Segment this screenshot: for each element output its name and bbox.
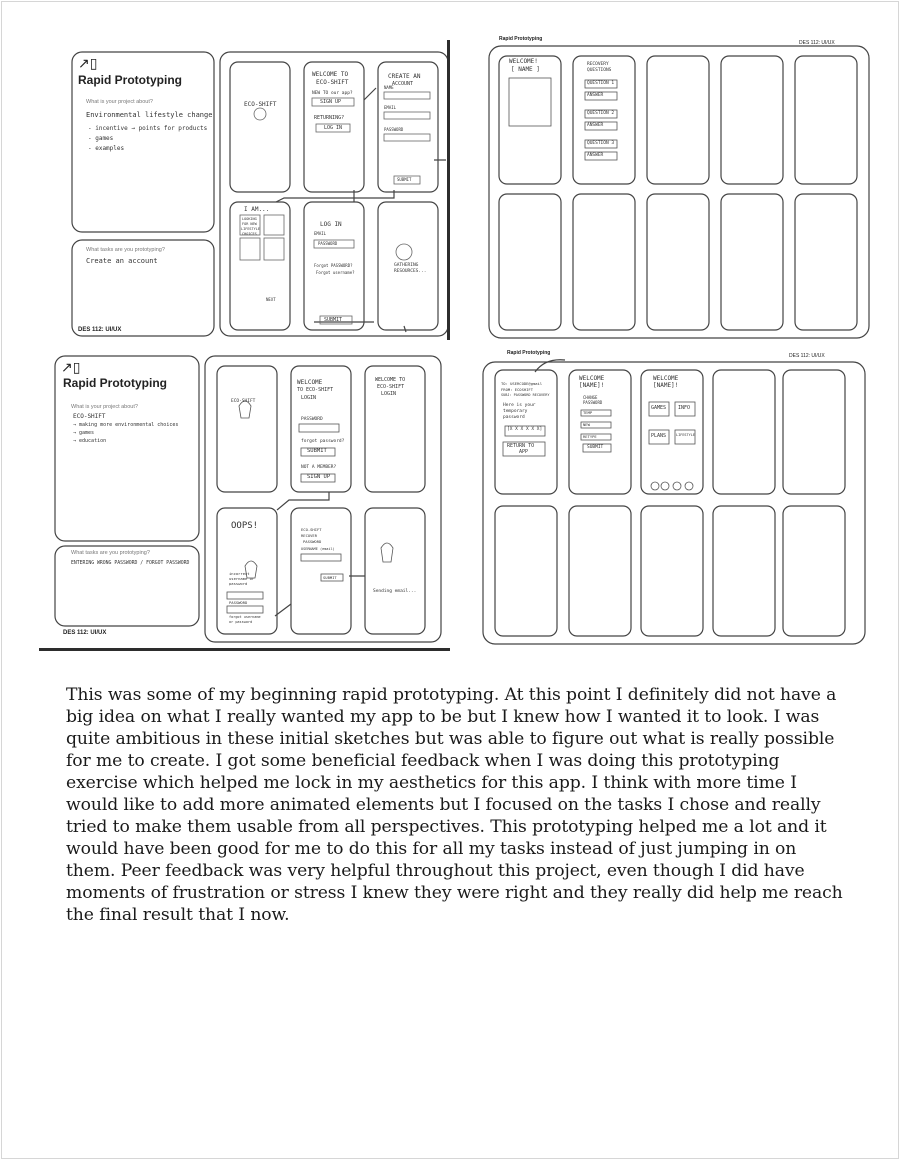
sheet-1-tasks-answer: Create an account [86, 257, 158, 265]
s4-screen-2-line-6: NEW [583, 422, 590, 427]
s1-screen-4-line-1: I AM... [244, 206, 270, 213]
s2-screen-2-line-2: QUESTIONS [587, 68, 612, 73]
s4-screen-1-line-1: TO: USERCODE@gmail [501, 381, 543, 386]
s4-screen-1-line-2: FROM: ECOSHIFT [501, 387, 534, 392]
sheet-4-course: DES 112: UI/UX [789, 353, 825, 359]
sheet-1-project-question: What is your project about? [86, 99, 153, 105]
s4-screen-3-line-6: LIFESTYLE [676, 433, 695, 437]
s3-screen-3-line-1: WELCOME TO [375, 377, 406, 383]
sheet-3-tasks-question: What tasks are you prototyping? [71, 550, 150, 556]
s2-screen-2-line-6: ANSWER [587, 123, 604, 128]
s3-screen-2-line-4: PASSWORD [301, 417, 323, 422]
s3-screen-4-line-2: incorrect [229, 571, 250, 576]
s3-screen-6-line-1: Sending email... [373, 589, 417, 594]
sheet-1-header: Rapid Prototyping [78, 73, 182, 87]
s3-screen-5-line-5: SUBMIT [323, 575, 337, 580]
sketch-sheet-4 [475, 348, 872, 651]
s2-screen-1-line-2: [ NAME ] [511, 66, 540, 73]
sheet-3-project-answer: ECO-SHIFT [73, 413, 106, 420]
s1-screen-5-line-3: PASSWORD [318, 241, 338, 246]
s3-screen-3-line-2: ECO-SHIFT [377, 384, 405, 390]
s4-screen-1-line-4: Here is your [503, 403, 536, 408]
s3-screen-4-line-5: PASSWORD [229, 600, 248, 605]
s3-screen-5-line-1: ECO-SHIFT [301, 527, 322, 532]
s1-screen-2-line-5: RETURNING? [314, 115, 345, 121]
sheet-1-tasks-question: What tasks are you prototyping? [86, 247, 165, 253]
s4-screen-3-line-1: WELCOME [653, 375, 679, 382]
s3-screen-4-line-1: OOPS! [231, 521, 259, 531]
s1-screen-5-line-5: Forgot username? [316, 270, 355, 275]
s4-screen-3-line-2: [NAME]! [653, 382, 679, 389]
s3-screen-5-line-2: RECOVER [301, 533, 318, 538]
s3-screen-2-line-8: SIGN UP [307, 474, 331, 480]
sketch-sheet-1 [54, 40, 450, 340]
s3-screen-5-line-3: PASSWORD [303, 539, 322, 544]
s4-screen-3-line-4: INFO [678, 405, 691, 411]
s2-screen-2-line-4: ANSWER [587, 93, 604, 98]
s3-screen-2-line-3: LOGIN [301, 395, 317, 401]
s3-screen-4-line-4: password [229, 581, 248, 586]
s1-screen-6-line-1: GATHERING [394, 263, 419, 268]
s1-screen-2-line-4: SIGN UP [320, 99, 342, 105]
s4-screen-2-line-3: CHANGE [583, 395, 598, 400]
s4-screen-2-line-8: SUBMIT [587, 445, 604, 450]
s1-screen-4-line-3: FOR NEW [242, 222, 257, 226]
s3-screen-2-line-5: forgot password? [301, 439, 345, 444]
sheet-3-project-question: What is your project about? [71, 404, 138, 410]
sheet-1-icon: ↗▯ [78, 55, 98, 71]
s1-screen-2-line-2: ECO-SHIFT [316, 79, 349, 86]
s1-screen-5-line-6: SUBMIT [324, 317, 343, 323]
sheet-3-icon: ↗▯ [61, 359, 81, 375]
s3-screen-2-line-1: WELCOME [297, 379, 323, 386]
sheet-3-note-2: → games [73, 430, 95, 436]
sketch-sheet-2 [477, 34, 879, 344]
s2-screen-2-line-5: QUESTION 2 [587, 111, 615, 116]
s1-screen-2-line-3: NEW TO our app? [312, 91, 353, 96]
s1-screen-3-line-5: PASSWORD [384, 127, 404, 132]
s1-screen-4-line-4: LIFESTYLE [241, 227, 260, 231]
s3-screen-5-line-4: USERNAME (email) [301, 547, 335, 551]
s1-screen-4-line-2: LOOKING [242, 217, 257, 221]
s3-screen-2-line-7: NOT A MEMBER? [301, 465, 337, 470]
s1-screen-2-line-1: WELCOME TO [312, 71, 349, 78]
s3-screen-2-line-6: SUBMIT [307, 448, 327, 454]
s4-screen-1-line-9: APP [519, 449, 529, 455]
s1-screen-5-line-4: Forgot PASSWORD? [314, 263, 353, 268]
s2-screen-2-line-8: ANSWER [587, 153, 604, 158]
s4-screen-2-line-4: PASSWORD [583, 400, 603, 405]
sheet-1-note-2: - games [88, 135, 114, 142]
s3-screen-1-line-1: ECO-SHIFT [231, 399, 256, 404]
sheet-1-project-answer: Environmental lifestyle change [86, 111, 213, 119]
s1-screen-4-line-6: NEXT [266, 297, 276, 302]
sheet-4-top-label: Rapid Prototyping [507, 350, 551, 356]
s1-screen-3-line-3: NAME [384, 85, 394, 90]
s4-screen-2-line-1: WELCOME [579, 375, 605, 382]
s4-screen-3-line-3: GAMES [651, 405, 667, 411]
s1-screen-2-line-6: LOG IN [324, 125, 343, 131]
s1-screen-3-line-6: SUBMIT [397, 177, 412, 182]
s4-screen-3-line-5: PLANS [651, 433, 667, 439]
s2-screen-2-line-3: QUESTION 1 [587, 81, 615, 86]
sketch-sheet-3 [39, 348, 450, 651]
sheet-2-course: DES 112: UI/UX [799, 40, 835, 46]
reflection-paragraph: This was some of my beginning rapid prototyping. At this point I definitely did not have a big idea on what I really wanted my app to be but I knew how I wanted it to look. I was quite ambitious in these initial sketches but was able to figure out what is really possible for me to create. I got some beneficial feedback when I was doing this prototyping exercise which helped me lock in my aesthetics for this app. I think with more time I would like to add more animated elements but I focused on the tasks I chose and really tried to make them usable from all perspectives. This prototyping helped me a lot and it would have been good for me to do this for all my tasks instead of just jumping in on them. Peer feedback was very helpful throughout this project, even though I did have moments of frustration or stress I knew they were right and they really did help me reach the final result that I now. [66, 685, 843, 925]
s2-screen-2-line-1: RECOVERY [587, 62, 609, 67]
s1-screen-6-line-2: RESOURCES... [394, 269, 427, 274]
sheet-3-header: Rapid Prototyping [63, 376, 167, 390]
s3-screen-4-line-3: username or [229, 576, 255, 581]
s1-screen-5-line-1: LOG IN [320, 221, 342, 228]
s3-screen-4-line-7: or password [229, 620, 253, 624]
s4-screen-1-line-7: [X X X X X X] [507, 427, 543, 432]
sheet-3-note-3: → education [73, 438, 107, 444]
s1-screen-3-line-1: CREATE AN [388, 73, 421, 80]
sheet-2-top-label: Rapid Prototyping [499, 36, 543, 42]
s2-screen-2-line-7: QUESTION 3 [587, 141, 615, 146]
sheet-3-course: DES 112: UI/UX [63, 630, 107, 636]
s4-screen-1-line-3: SUBJ: PASSWORD RECOVERY [501, 393, 550, 397]
s4-screen-1-line-8: RETURN TO [507, 443, 535, 449]
sheet-2-outlines [477, 34, 879, 344]
s4-screen-1-line-6: password [503, 415, 525, 420]
sheet-1-note-1: - incentive → points for products [88, 125, 208, 132]
sheet-1-note-3: - examples [88, 145, 125, 152]
s1-screen-5-line-2: EMAIL [314, 231, 327, 236]
s1-screen-3-line-2: ACCOUNT [392, 81, 414, 87]
sheet-3-tasks-answer: ENTERING WRONG PASSWORD / FORGOT PASSWORD [71, 561, 190, 566]
s3-screen-2-line-2: TO ECO-SHIFT [297, 387, 334, 393]
s2-screen-1-line-1: WELCOME! [509, 58, 538, 65]
s4-screen-1-line-5: temporary [503, 409, 528, 414]
s4-screen-2-line-5: TEMP [583, 410, 593, 415]
sheet-1-course: DES 112: UI/UX [78, 327, 122, 333]
s3-screen-4-line-6: forgot username [229, 615, 261, 619]
s4-screen-2-line-2: [NAME]! [579, 382, 605, 389]
s1-screen-4-line-5: CHOICES [242, 232, 257, 236]
sheet-3-note-1: → making more environmental choices [73, 422, 179, 428]
s1-screen-1-line-1: ECO-SHIFT [244, 101, 277, 108]
s4-screen-2-line-7: RETYPE [583, 434, 597, 439]
s1-screen-3-line-4: EMAIL [384, 105, 397, 110]
s3-screen-3-line-3: LOGIN [381, 391, 397, 397]
